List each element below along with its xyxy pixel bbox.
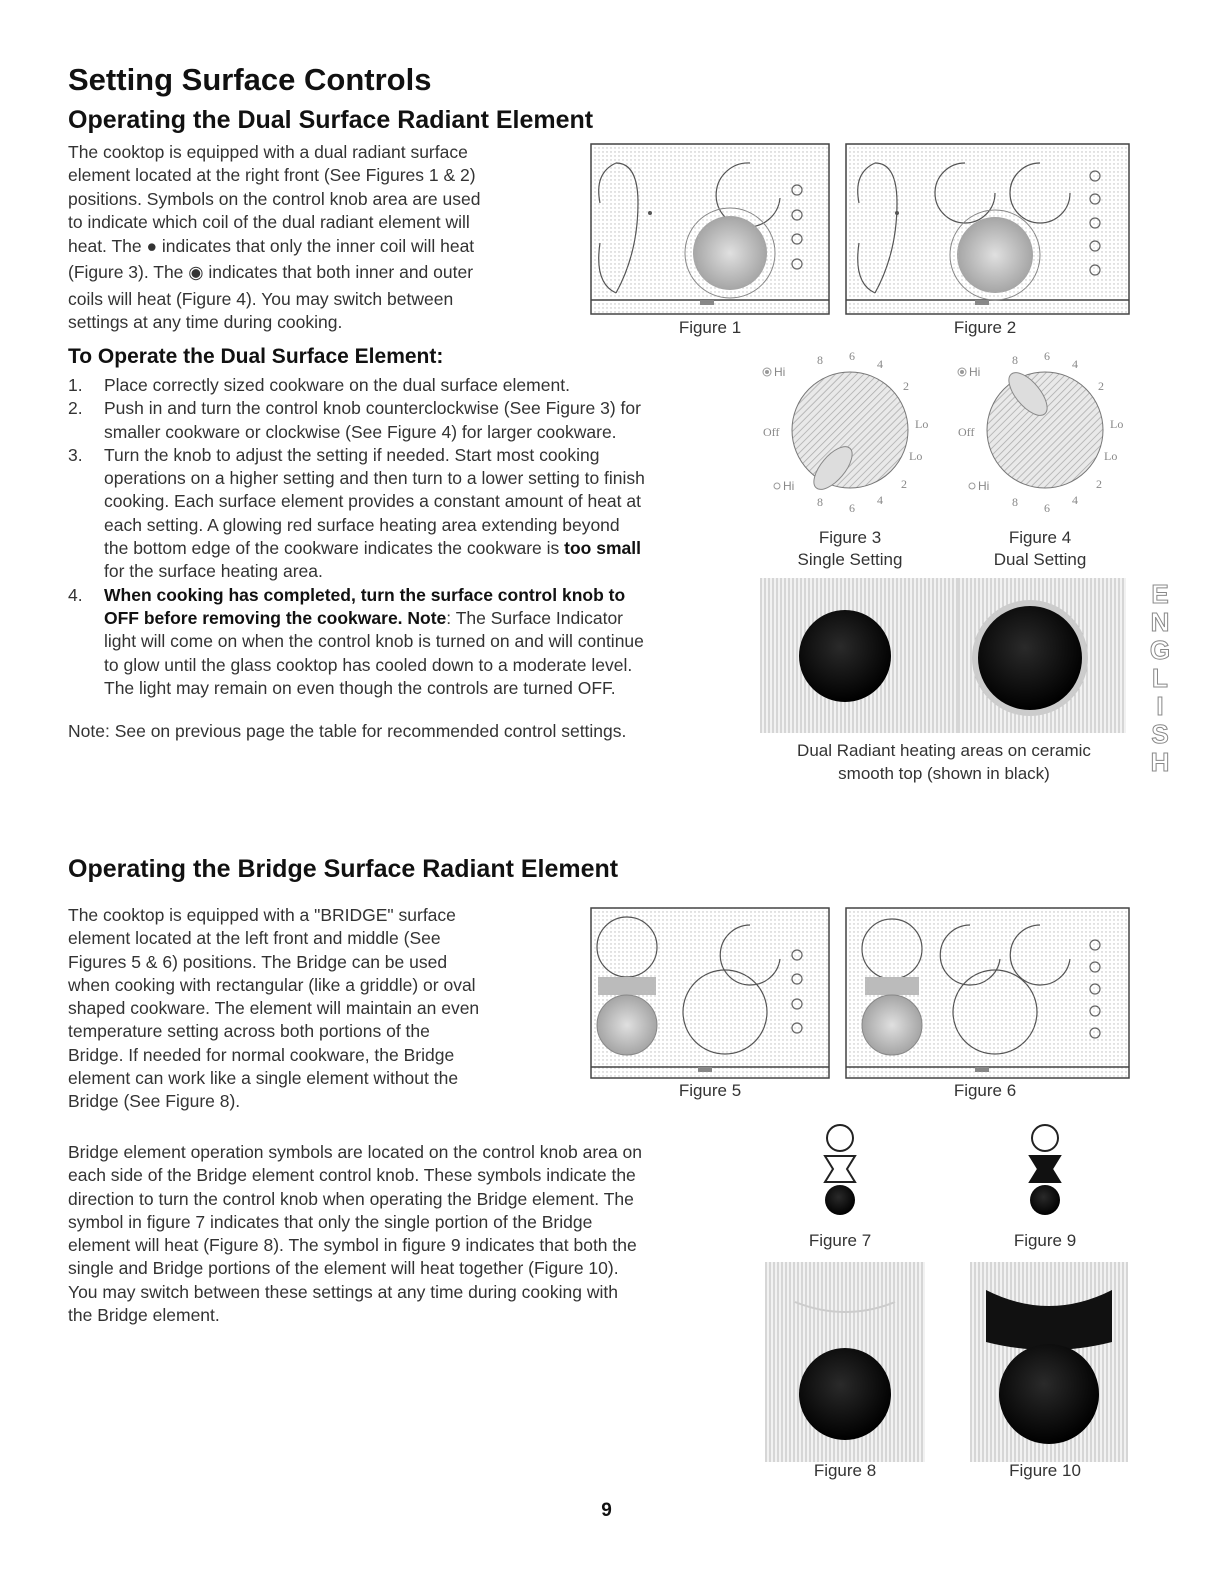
step-line-bold: When cooking has completed, turn the surface control knob to [104,584,626,605]
knob-label-6: 6 [849,501,855,515]
figure-9-caption: Figure 9 [1013,1231,1077,1250]
bridge-symbols-line: Bridge element operation symbols are located on the control knob area on [68,1142,642,1162]
bridge-intro-line: The cooktop is equipped with a "BRIDGE" surface [68,905,456,925]
step-text: : The Surface Indicator [446,607,624,628]
bridge-intro-line: when cooking with rectangular (like a griddle) or oval [68,974,476,995]
figure-3-subcaption: Single Setting [797,550,903,569]
knob-label-hi: Hi [783,479,795,493]
knob-label-4: 4 [877,493,883,507]
knob-label-6: 6 [1044,349,1050,363]
dual-intro-line: (Figure 3). The ◉ indicates that both inner and outer [68,262,474,283]
bridge-intro-line: Bridge (See Figure 8). [68,1091,241,1112]
bridge-section-heading: Operating the Bridge Surface Radiant Element [68,855,619,883]
knob-label-lo: Lo [1110,417,1124,431]
dual-intro-line: settings at any time during cooking. [68,312,343,333]
knob-label-8: 8 [817,495,823,509]
bridge-symbols-paragraph [68,1141,642,1327]
knob-label-2: 2 [901,477,907,491]
page-title: Setting Surface Controls [68,62,432,97]
dual-intro-line: positions. Symbols on the control knob area are used [68,188,481,209]
step-line: for the surface heating area. [104,561,323,582]
figure-4-subcaption: Dual Setting [993,550,1087,569]
side-tab-letter: S [1151,719,1169,749]
figure-5-bridge-cooktop [590,907,830,1079]
bridge-symbols-line: single and Bridge portions of the element will heat together (Figure 10). [68,1258,619,1279]
dual-section-heading: Operating the Dual Surface Radiant Element [68,106,594,134]
dual-intro-line: The cooktop is equipped with a dual radiant surface [68,142,468,162]
step-item [68,374,748,397]
step-line: to glow until the glass cooktop has cooled down to a moderate level. [104,654,633,675]
figure-6-bridge-cooktop [845,907,1130,1079]
side-tab-letter: I [1156,691,1164,721]
bridge-intro-line: shaped cookware. The element will maintain an even [68,998,480,1019]
dual-intro-line: element located at the right front (See Figures 1 & 2) [68,165,476,186]
knob-label-off: Off [958,425,975,439]
figure-2-caption: Figure 2 [953,318,1017,337]
knob-label-6: 6 [1044,501,1050,515]
step-number: 1. [68,375,83,395]
bridge-intro-line: element can work like a single element without the [68,1068,459,1089]
page-number: 9 [601,1500,612,1521]
step-line: light will come on when the control knob is turned on and will continue [104,631,644,652]
knob-label-lo: Lo [1104,449,1118,463]
warning-too-small: too small [564,538,641,559]
figure-7-caption: Figure 7 [808,1231,872,1250]
bridge-symbols-line: You may switch between these settings at any time during cooking with [68,1281,618,1302]
knob-label-hi: Hi [969,365,981,379]
step-line: cooking. Each surface element provides a constant amount of heat at [104,491,641,512]
step-line: The light may remain on even though the controls are turned OFF. [104,677,616,698]
settings-note: Note: See on previous page the table for recommended control settings. [68,721,627,741]
figure-5-caption: Figure 5 [678,1081,742,1100]
dual-heating-caption-line: smooth top (shown in black) [838,764,1050,783]
bridge-intro-paragraph [68,904,479,1114]
bridge-symbols-line: the Bridge element. [68,1305,220,1326]
dual-steps-subheading: To Operate the Dual Surface Element: [68,345,444,368]
knob-label-4: 4 [1072,357,1078,371]
language-side-tab [1140,579,1180,777]
figure-6-caption: Figure 6 [953,1081,1017,1100]
knob-label-4: 4 [877,357,883,371]
bridge-symbols-line: symbol in figure 7 indicates that only the single portion of the Bridge [68,1211,593,1232]
figure-8-single-heating-image [765,1262,925,1462]
bridge-symbols-line: each side of the Bridge element control knob. These symbols indicate the [68,1165,636,1186]
knob-label-8: 8 [817,353,823,367]
knob-label-off: Off [763,425,780,439]
knob-label-hi: Hi [774,365,786,379]
knob-label-2: 2 [1096,477,1102,491]
figure-3-knob-single [755,348,945,518]
side-tab-letter: L [1152,663,1168,693]
step-line: operations on a higher setting and then turn to a lower setting to finish [104,468,645,489]
figure-2-cooktop [845,143,1130,315]
figure-1-caption: Figure 1 [678,318,742,337]
step-number: 2. [68,398,83,419]
knob-label-hi: Hi [978,479,990,493]
side-tab-letter: G [1149,635,1171,665]
figure-10-bridge-heating-image [970,1262,1128,1462]
step-item [68,584,748,700]
step-line [104,607,748,630]
figure-1-cooktop [590,143,830,315]
bridge-intro-line: Figures 5 & 6) positions. The Bridge can be used [68,951,448,972]
bridge-symbols-line: element will heat (Figure 8). The symbol in figure 9 indicates that both the [68,1235,637,1256]
knob-label-lo: Lo [915,417,929,431]
knob-label-2: 2 [1098,379,1104,393]
step-line [104,537,748,560]
figure-9-bridge-symbol [1020,1122,1070,1222]
step-number: 4. [68,584,83,605]
knob-label-lo: Lo [909,449,923,463]
knob-label-6: 6 [849,349,855,363]
figure-4-caption: Figure 4 [1008,528,1072,547]
knob-label-8: 8 [1012,353,1018,367]
bridge-intro-line: temperature setting across both portions of the [68,1021,430,1042]
step-text: the bottom edge of the cookware indicates the cookware is [104,538,565,559]
bridge-intro-line: element located at the left front and middle (See [68,928,441,949]
dual-both-heating-area-image [958,578,1126,733]
dual-intro-line: to indicate which coil of the dual radiant element will [68,211,470,232]
dual-steps-list [68,374,748,700]
step-line: Place correctly sized cookware on the dual surface element. [104,375,570,395]
figure-10-caption: Figure 10 [1009,1461,1081,1480]
step-line: smaller cookware or clockwise (See Figure 4) for larger cookware. [104,421,617,442]
step-line: Push in and turn the control knob counterclockwise (See Figure 3) for [104,398,641,419]
step-bold-text: OFF before removing the cookware. Note [104,607,447,628]
step-line: each setting. A glowing red surface heating area extending beyond [104,514,620,535]
dual-intro-line: heat. The ● indicates that only the inner coil will heat [68,236,475,257]
dual-single-heating-area-image [760,578,958,733]
dual-intro-paragraph [68,141,480,334]
knob-label-2: 2 [903,379,909,393]
step-line: Turn the knob to adjust the setting if needed. Start most cooking [104,444,600,465]
knob-label-8: 8 [1012,495,1018,509]
step-item [68,397,748,444]
side-tab-letter: E [1151,579,1169,609]
knob-label-4: 4 [1072,493,1078,507]
bridge-symbols-line: direction to turn the control knob when operating the Bridge element. The [68,1188,634,1209]
side-tab-letter: H [1150,747,1170,777]
figure-8-caption: Figure 8 [813,1461,877,1480]
step-item [68,444,748,584]
figure-4-knob-dual [950,348,1140,518]
side-tab-letter: N [1150,607,1170,637]
dual-intro-line: coils will heat (Figure 4). You may switch between [68,288,454,309]
step-number: 3. [68,444,83,465]
figure-7-single-symbol [815,1122,865,1222]
dual-heating-caption-line: Dual Radiant heating areas on ceramic [797,741,1091,760]
bridge-intro-line: Bridge. If needed for normal cookware, the Bridge [68,1044,455,1065]
figure-3-caption: Figure 3 [818,528,882,547]
